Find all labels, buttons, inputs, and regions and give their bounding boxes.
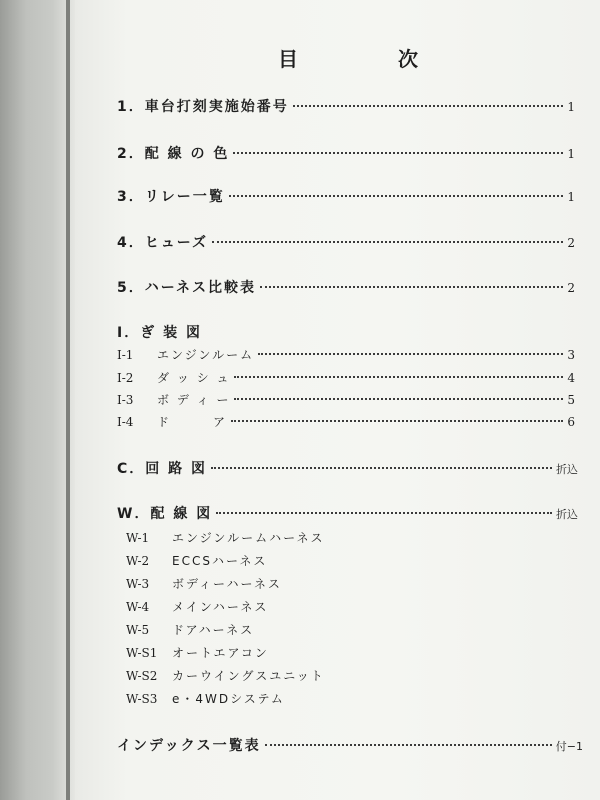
toc-entry-label: 1．車台打刻実施始番号 <box>117 99 289 115</box>
toc-entry[interactable] <box>117 186 575 206</box>
toc-subentry-label: ド ア <box>157 415 228 429</box>
toc-entry-label: C．回 路 図 <box>117 461 208 477</box>
toc-entry-page: 2 <box>567 236 575 250</box>
toc-subentry-code: I-4 <box>117 415 134 429</box>
toc-subentry-label: ダ ッ シ ュ <box>157 371 231 385</box>
toc-subentry-label: ボ デ ィ ー <box>157 393 231 407</box>
toc-subentry-code: W-1 <box>126 531 150 545</box>
toc-entry[interactable] <box>117 143 575 163</box>
toc-entry-page: 折込 <box>556 463 578 476</box>
toc-entry-page: 2 <box>567 281 575 295</box>
leader-dots <box>234 398 563 400</box>
toc-subentry-page: 4 <box>567 371 575 385</box>
toc-subentry-code: W-S2 <box>126 669 158 683</box>
toc-subentry[interactable] <box>126 575 282 592</box>
book-gutter <box>0 0 75 800</box>
toc-entry-page: 1 <box>567 100 575 114</box>
toc-subentry[interactable] <box>117 413 575 430</box>
section-heading-label: I．ぎ 装 図 <box>117 325 202 341</box>
toc-subentry[interactable] <box>117 346 575 363</box>
leader-dots <box>231 420 563 422</box>
toc-subentry-label: エンジンルーム <box>157 348 255 362</box>
toc-subentry-label: メインハーネス <box>172 600 269 614</box>
toc-subentry[interactable] <box>117 391 575 408</box>
toc-entry[interactable] <box>117 277 575 297</box>
toc-subentry-label: オートエアコン <box>172 646 269 660</box>
toc-subentry[interactable] <box>126 644 269 661</box>
toc-entry-index[interactable] <box>117 735 583 755</box>
toc-subentry-code: W-4 <box>126 600 150 614</box>
leader-dots <box>216 512 552 514</box>
toc-entry-label: 5．ハーネス比較表 <box>117 280 257 296</box>
toc-subentry[interactable] <box>126 529 325 546</box>
leader-dots <box>293 105 564 107</box>
toc-subentry-label: ドアハーネス <box>172 623 255 637</box>
toc-subentry-code: W-2 <box>126 554 150 568</box>
leader-dots <box>233 152 563 154</box>
toc-entry[interactable] <box>117 96 575 116</box>
leader-dots <box>265 744 552 746</box>
toc-subentry-page: 3 <box>567 348 575 362</box>
toc-subentry[interactable] <box>126 552 267 569</box>
section-heading-gisou <box>117 322 202 342</box>
toc-entry-page: 付−1 <box>555 740 583 753</box>
toc-subentry-code: I-3 <box>117 393 134 407</box>
toc-subentry-code: I-2 <box>117 371 134 385</box>
toc-entry-page: 1 <box>567 147 575 161</box>
toc-subentry-code: W-5 <box>126 623 150 637</box>
page-title-right: 次 <box>398 47 419 71</box>
leader-dots <box>234 376 563 378</box>
toc-subentry-code: I-1 <box>117 348 134 362</box>
toc-entry-kairo[interactable] <box>117 458 578 478</box>
leader-dots <box>212 241 563 243</box>
toc-subentry-label: エンジンルームハーネス <box>172 531 325 545</box>
page-title-left: 目 <box>278 47 299 71</box>
toc-subentry-label: ボディーハーネス <box>172 577 282 591</box>
page-edge <box>66 0 70 800</box>
leader-dots <box>260 286 563 288</box>
toc-entry-label: W．配 線 図 <box>117 506 213 522</box>
toc-subentry[interactable] <box>126 690 285 707</box>
toc-entry-label: 4．ヒューズ <box>117 235 209 251</box>
toc-subentry-code: W-S1 <box>126 646 158 660</box>
toc-subentry-code: W-S3 <box>126 692 158 706</box>
toc-subentry-label: e・4WDシステム <box>172 692 285 706</box>
toc-subentry-label: ECCSハーネス <box>172 554 268 568</box>
toc-entry[interactable] <box>117 232 575 252</box>
toc-entry-label: 3．リレー一覧 <box>117 189 225 205</box>
toc-entry-page: 折込 <box>556 508 578 521</box>
toc-subentry[interactable] <box>117 369 575 386</box>
toc-entry-label: インデックス一覧表 <box>117 738 261 754</box>
toc-entry-label: 2．配 線 の 色 <box>117 146 230 162</box>
leader-dots <box>211 467 552 469</box>
toc-entry-page: 1 <box>567 190 575 204</box>
toc-entry-haisen[interactable] <box>117 503 578 523</box>
leader-dots <box>258 353 563 355</box>
toc-subentry-label: カーウイングスユニット <box>172 669 325 683</box>
toc-subentry-page: 6 <box>567 415 575 429</box>
toc-subentry-page: 5 <box>567 393 575 407</box>
toc-subentry-code: W-3 <box>126 577 150 591</box>
toc-subentry[interactable] <box>126 667 325 684</box>
toc-subentry[interactable] <box>126 621 254 638</box>
toc-subentry[interactable] <box>126 598 268 615</box>
leader-dots <box>229 195 564 197</box>
